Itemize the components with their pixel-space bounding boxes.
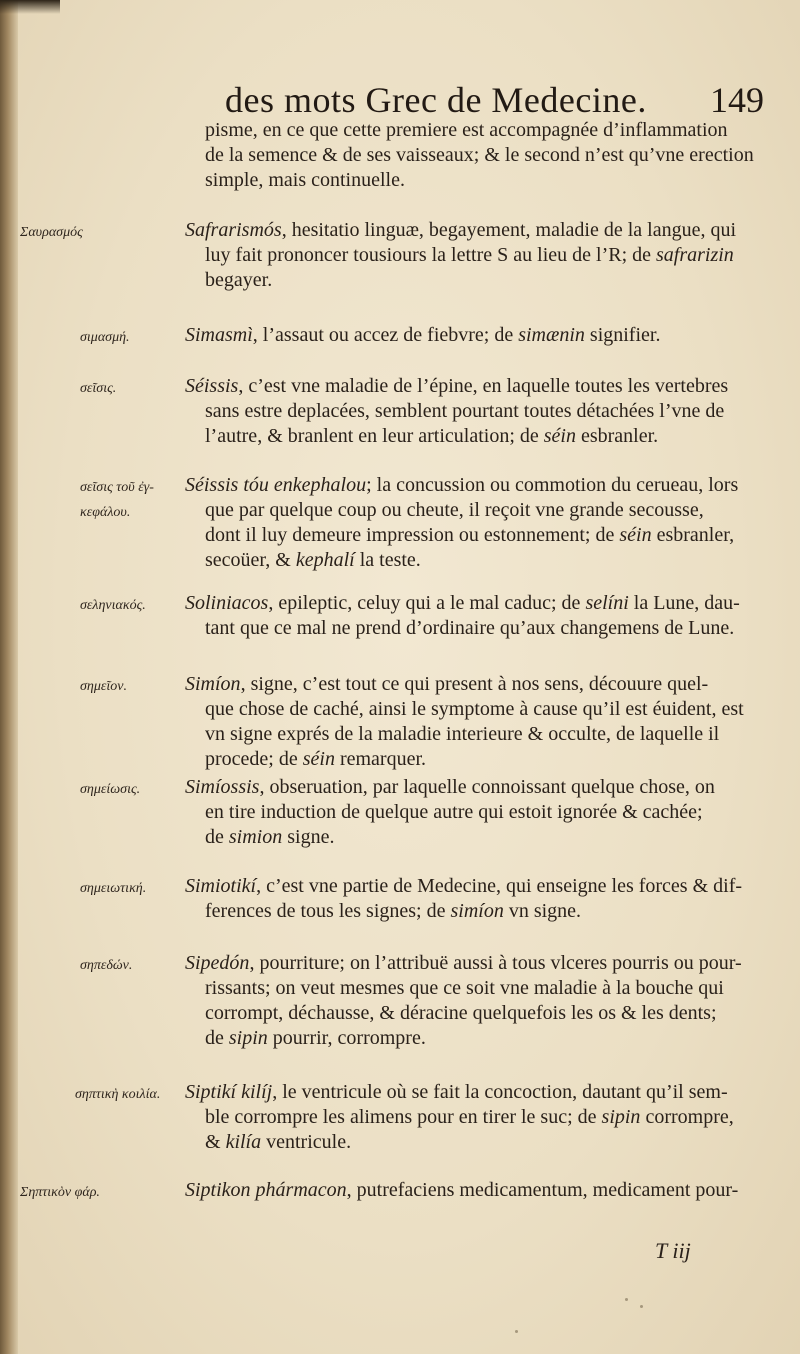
definition-text: secoüer, &	[205, 549, 296, 571]
page-shadow	[0, 0, 60, 14]
definition-line	[185, 722, 767, 747]
definition-first-line	[185, 473, 767, 498]
definition	[185, 374, 767, 449]
definition-line	[185, 616, 767, 641]
definition-text: , c’est vne partie de Medecine, qui enseigne les forces & dif-	[256, 875, 743, 897]
definition-text: corrompt, déchausse, & déracine quelquefois les os & les dents;	[205, 1002, 717, 1024]
definition-line	[185, 697, 767, 722]
definition-text: , epileptic, celuy qui a le mal caduc; de	[268, 592, 586, 614]
greek-term-continuation: κεφάλου.	[80, 505, 131, 520]
definition-text: la teste.	[354, 549, 421, 571]
definition-text: sans estre deplacées, semblent pourtant toutes détachées l’vne de	[205, 400, 725, 422]
definition-line	[185, 523, 767, 548]
greek-term: σημειωτική.	[80, 881, 147, 896]
running-header	[225, 78, 770, 122]
continued-paragraph	[205, 118, 767, 193]
greek-term: σιμασμή.	[80, 330, 130, 345]
definition-first-line	[185, 672, 767, 697]
definition-text: , c’est vne maladie de l’épine, en laquelle toutes les vertebres	[238, 375, 729, 397]
headword: Séissis	[185, 375, 239, 397]
definition-text: en tire induction de quelque autre qui estoit ignorée & cachée;	[205, 801, 703, 823]
headword: Siptikon phármacon	[185, 1179, 347, 1201]
definition-first-line	[185, 218, 767, 243]
definition-text: signe.	[282, 826, 335, 848]
text-line: pisme, en ce que cette premiere est accompagnée d’inflammation	[205, 119, 728, 141]
etymon: simænin	[518, 324, 585, 346]
definition-first-line	[185, 323, 767, 348]
page-number: 149	[710, 80, 764, 120]
etymon: simíon	[450, 900, 504, 922]
greek-term: σηπτικὴ κοιλία.	[75, 1087, 161, 1102]
ink-speck	[515, 1330, 518, 1333]
definition-text: rissants; on veut mesmes que ce soit vne maladie à la bouche qui	[205, 977, 724, 999]
definition-text: , hesitatio linguæ, begayement, maladie de la langue, qui	[281, 219, 737, 241]
etymon: sipin	[228, 1027, 268, 1049]
definition-text: , putrefaciens medicamentum, medicament pour-	[346, 1179, 739, 1201]
definition-text: ventricule.	[261, 1131, 352, 1153]
definition	[185, 672, 767, 772]
etymon: kephalí	[295, 549, 355, 571]
definition-text: vn signe.	[503, 900, 582, 922]
greek-term: σημείωσις.	[80, 782, 141, 797]
headword: Simiotikí	[185, 875, 257, 897]
definition-line	[185, 1026, 767, 1051]
definition-text: , l’assaut ou accez de fiebvre; de	[252, 324, 519, 346]
running-title: des mots Grec de Medecine.	[225, 80, 647, 120]
definition-first-line	[185, 1080, 767, 1105]
definition-text: ble corrompre les alimens pour en tirer le suc; de	[205, 1106, 602, 1128]
definition-line	[185, 548, 767, 573]
ink-speck	[640, 1305, 643, 1308]
definition-text: de	[205, 826, 229, 848]
definition-first-line	[185, 591, 767, 616]
headword: Sipedón	[185, 952, 250, 974]
greek-term: σημεῖον.	[80, 679, 127, 694]
definition-line	[185, 1105, 767, 1130]
definition-first-line	[185, 374, 767, 399]
headword: Simasmì	[185, 324, 253, 346]
etymon: safrarizin	[656, 244, 734, 266]
greek-term: σηπεδών.	[80, 958, 133, 973]
definition	[185, 218, 767, 293]
definition-line	[185, 498, 767, 523]
definition-text: ; la concussion ou commotion du cerueau, lors	[366, 474, 739, 496]
definition	[185, 591, 767, 641]
definition-text: ferences de tous les signes; de	[205, 900, 451, 922]
definition-line	[185, 424, 767, 449]
definition-text: esbranler.	[575, 425, 659, 447]
definition-text: l’autre, & branlent en leur articulation; de	[205, 425, 544, 447]
text-line: simple, mais continuelle.	[205, 169, 405, 191]
headword: Simíon	[185, 673, 241, 695]
definition-text: begayer.	[205, 269, 273, 291]
etymon: séin	[619, 524, 652, 546]
definition-text: , pourriture; on l’attribuë aussi à tous vlceres pourris ou pour-	[249, 952, 742, 974]
definition	[185, 473, 767, 573]
headword: Simíossis	[185, 776, 260, 798]
greek-term: Σηπτικὸν φάρ.	[20, 1185, 100, 1200]
definition-line	[185, 800, 767, 825]
definition-text: , obseruation, par laquelle connoissant quelque chose, on	[259, 776, 715, 798]
etymon: selíni	[585, 592, 629, 614]
definition-text: remarquer.	[334, 748, 427, 770]
definition-text: luy fait prononcer tousiours la lettre S au lieu de l’R; de	[205, 244, 656, 266]
definition-line	[185, 899, 767, 924]
greek-term: σεῖσις τοῦ ἐγ-	[80, 480, 154, 495]
definition-first-line	[185, 775, 767, 800]
book-spine	[0, 0, 18, 1354]
definition-line	[185, 1130, 767, 1155]
definition-first-line	[185, 1178, 767, 1203]
etymon: kilía	[225, 1131, 262, 1153]
definition	[185, 1080, 767, 1155]
definition-text: , le ventricule où se fait la concoction, dautant qu’il sem-	[272, 1081, 728, 1103]
text-line: de la semence & de ses vaisseaux; & le second n’est qu’vne erection	[205, 144, 754, 166]
etymon: sipin	[601, 1106, 641, 1128]
definition	[185, 775, 767, 850]
definition-text: la Lune, dau-	[628, 592, 740, 614]
definition	[185, 951, 767, 1051]
definition-text: que chose de caché, ainsi le symptome à cause qu’il est éuident, est	[205, 698, 744, 720]
definition-text: que par quelque coup ou cheute, il reçoit vne grande secousse,	[205, 499, 704, 521]
definition	[185, 323, 767, 348]
etymon: simion	[228, 826, 283, 848]
definition-line	[185, 268, 767, 293]
headword: Siptikí kilíj	[185, 1081, 273, 1103]
greek-term: σεῖσις.	[80, 381, 117, 396]
definition-text: dont il luy demeure impression ou estonnement; de	[205, 524, 620, 546]
definition-first-line	[185, 874, 767, 899]
definition-line	[185, 976, 767, 1001]
definition-text: procede; de	[205, 748, 303, 770]
definition-first-line	[185, 951, 767, 976]
definition-text: &	[205, 1131, 226, 1153]
etymon: séin	[543, 425, 576, 447]
definition-line	[185, 747, 767, 772]
definition-text: de	[205, 1027, 229, 1049]
definition-line	[185, 399, 767, 424]
definition-line	[185, 1001, 767, 1026]
greek-term: σεληνιακός.	[80, 598, 146, 613]
signature-mark: T iij	[655, 1238, 691, 1263]
etymon: séin	[302, 748, 335, 770]
ink-speck	[625, 1298, 628, 1301]
definition-text: tant que ce mal ne prend d’ordinaire qu’aux changemens de Lune.	[205, 617, 735, 639]
definition-text: pourrir, corrompre.	[267, 1027, 426, 1049]
headword: Séissis tóu enkephalou	[185, 474, 367, 496]
definition	[185, 874, 767, 924]
definition-text: , signe, c’est tout ce qui present à nos sens, découure quel-	[240, 673, 709, 695]
definition-line	[185, 825, 767, 850]
definition-text: esbranler,	[651, 524, 735, 546]
greek-term: Σαυρασμός	[20, 225, 83, 240]
definition-line	[185, 243, 767, 268]
definition	[185, 1178, 767, 1203]
definition-text: signifier.	[584, 324, 661, 346]
definition-text: vn signe exprés de la maladie interieure & occulte, de laquelle il	[205, 723, 720, 745]
headword: Soliniacos	[185, 592, 269, 614]
definition-text: corrompre,	[640, 1106, 734, 1128]
headword: Safrarismós	[185, 219, 282, 241]
